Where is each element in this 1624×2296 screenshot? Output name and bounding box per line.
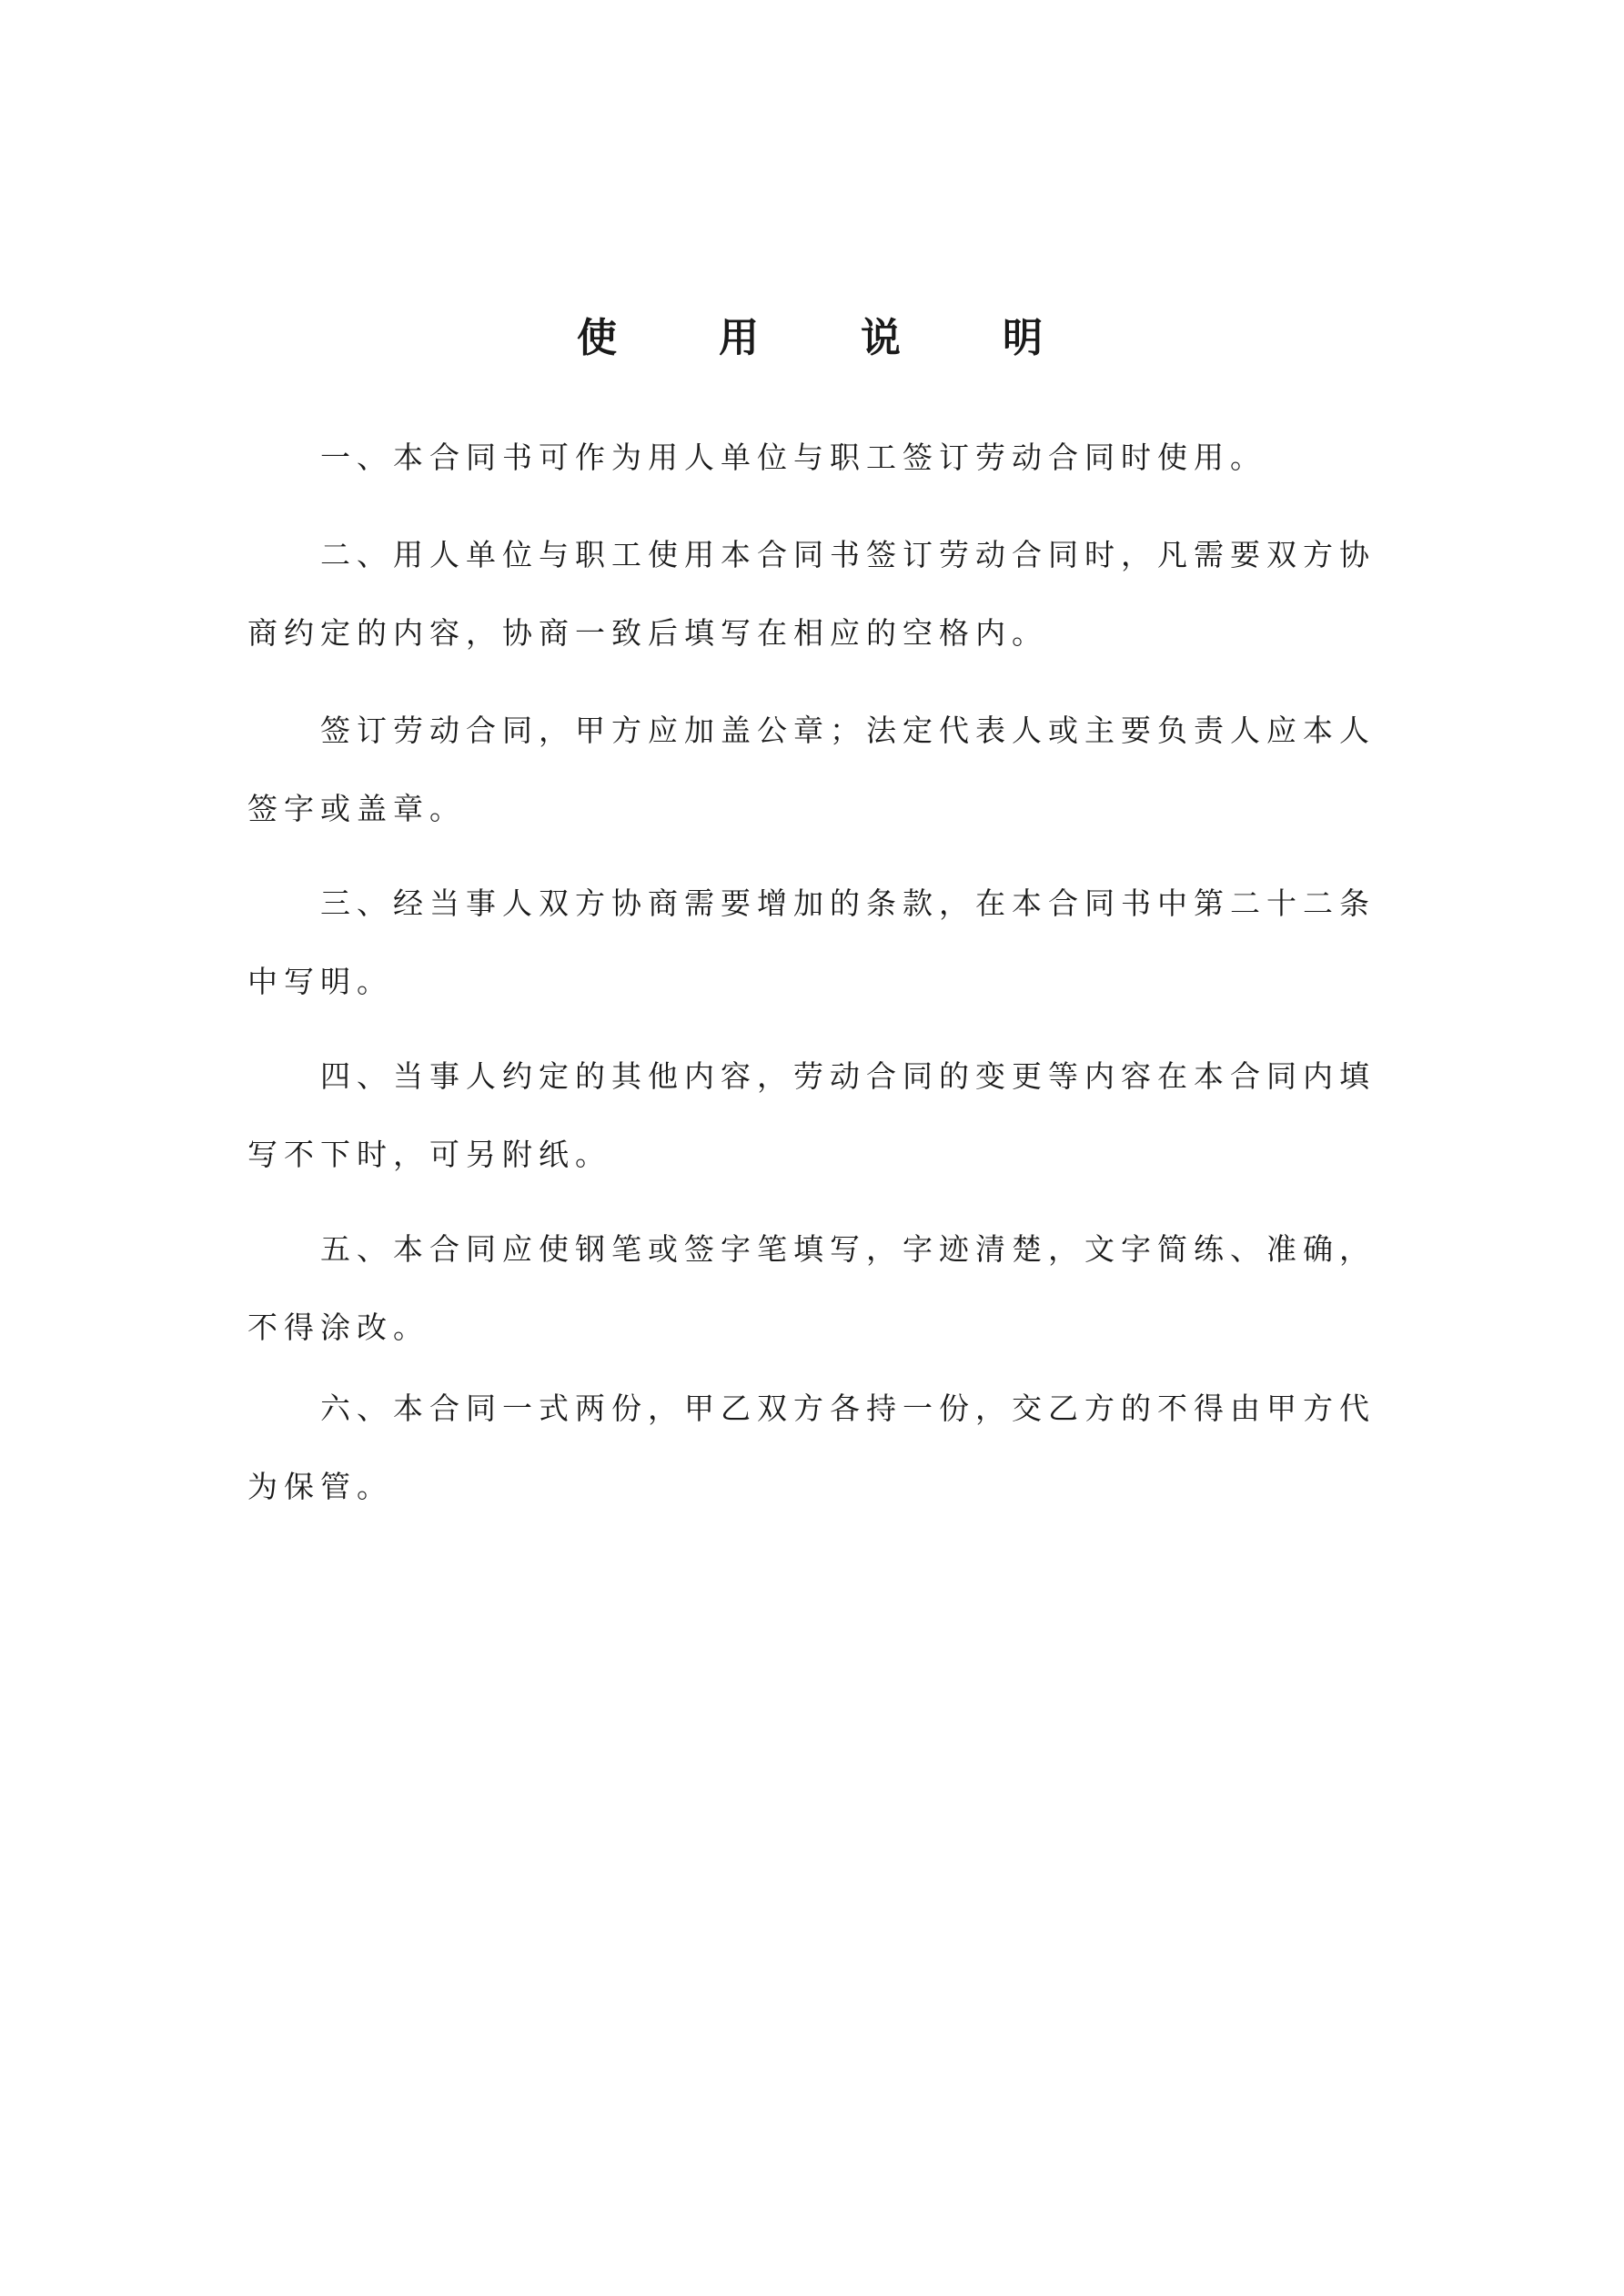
instruction-paragraph-7: 六、本合同一式两份，甲乙双方各持一份，交乙方的不得由甲方代为保管。 (247, 1391, 1376, 1504)
instruction-paragraph-5: 四、当事人约定的其他内容，劳动合同的变更等内容在本合同内填写不下时，可另附纸。 (247, 1058, 1376, 1172)
instruction-paragraph-1: 一、本合同书可作为用人单位与职工签订劳动合同时使用。 (320, 440, 1266, 475)
instruction-paragraph-4: 三、经当事人双方协商需要增加的条款，在本合同书中第二十二条中写明。 (247, 885, 1376, 999)
page-title: 使用说明 (577, 315, 1145, 361)
instruction-paragraph-6: 五、本合同应使钢笔或签字笔填写，字迹清楚，文字简练、准确，不得涂改。 (247, 1231, 1376, 1345)
instruction-paragraph-2: 二、用人单位与职工使用本合同书签订劳动合同时，凡需要双方协商约定的内容，协商一致后填写在相应的空格内。 (247, 537, 1376, 651)
instruction-paragraph-3: 签订劳动合同，甲方应加盖公章；法定代表人或主要负责人应本人签字或盖章。 (247, 713, 1376, 826)
